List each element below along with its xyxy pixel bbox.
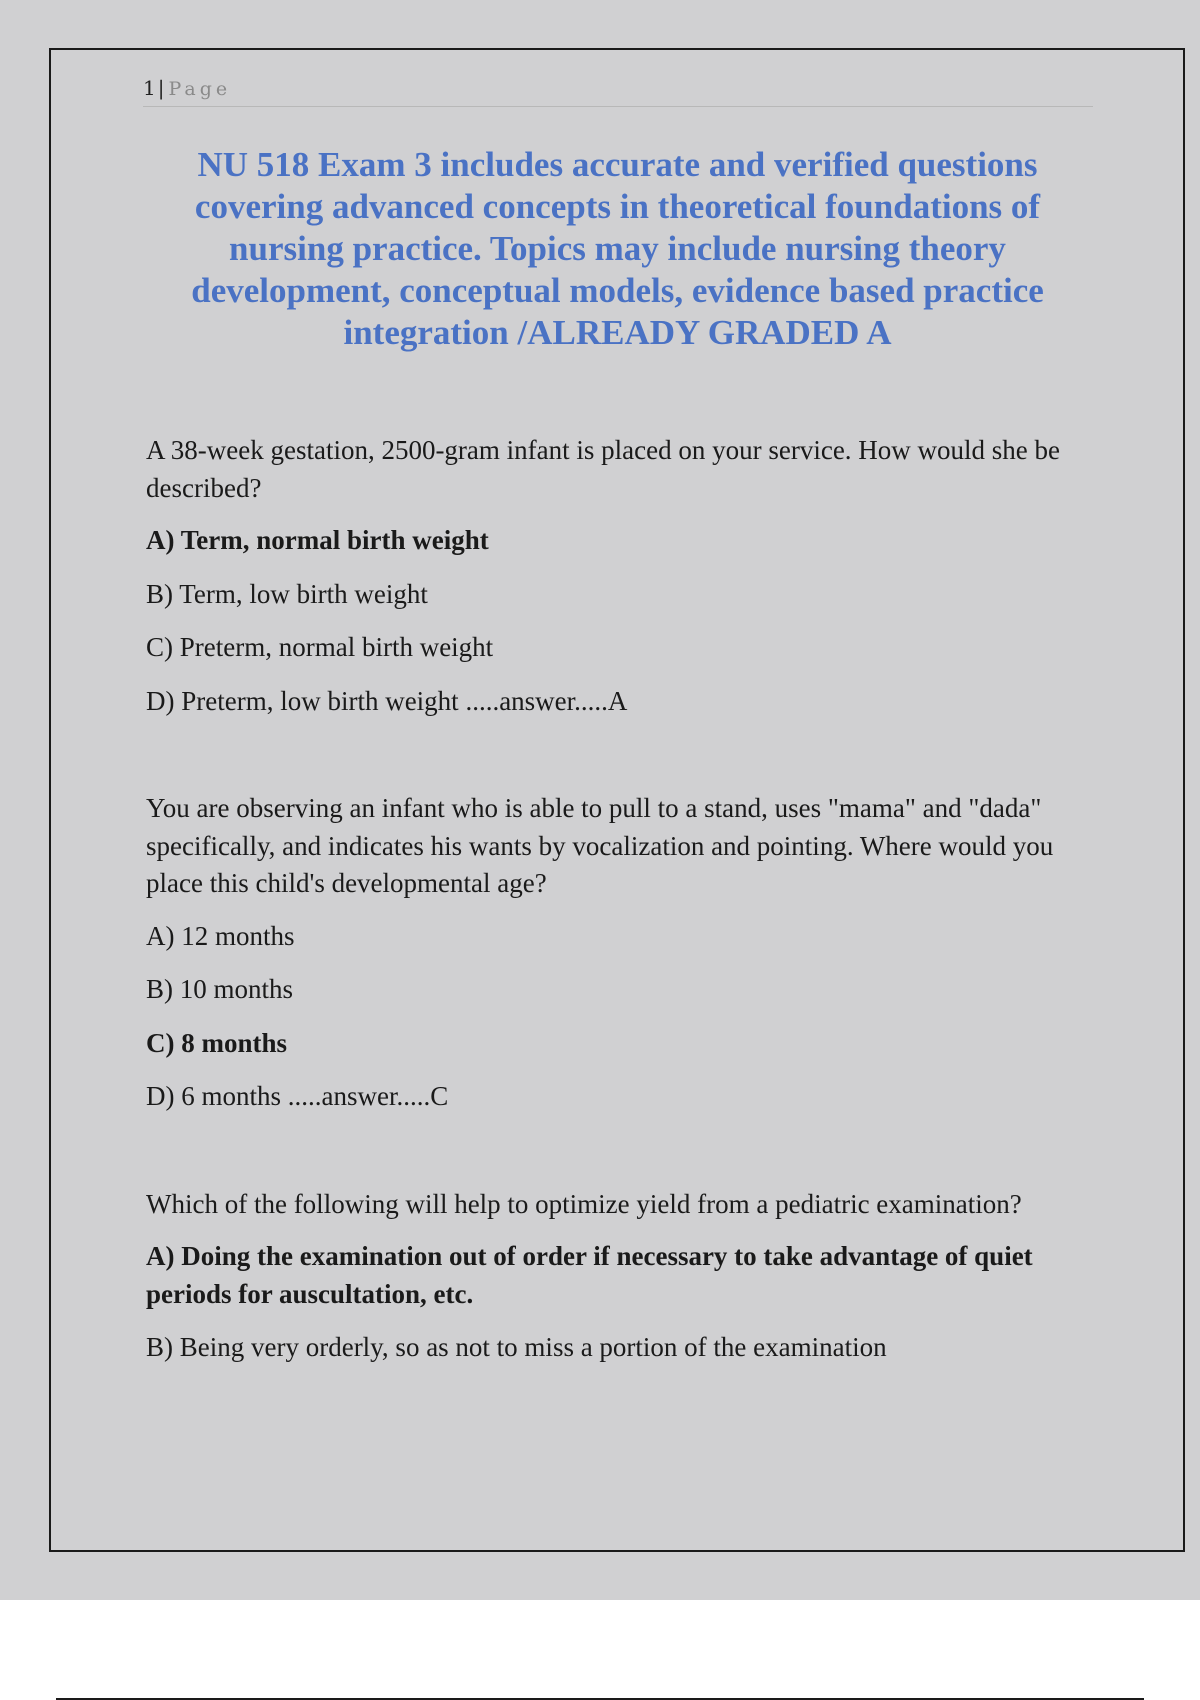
page-header [143, 72, 1093, 107]
answer-option-correct: A) Term, normal birth weight [146, 525, 489, 555]
answer-option: B) 10 months [146, 974, 294, 1004]
answer-option: B) Term, low birth weight [146, 578, 428, 609]
page-separator: | [157, 76, 165, 100]
question-text: Which of the following will help to optimize yield from a pediatric examination? [146, 1188, 1022, 1219]
page-number: 1 [143, 76, 156, 100]
question-text: A 38-week gestation, 2500-gram infant is placed on your service. How would she be described? [146, 435, 1061, 503]
page-number-label [143, 76, 231, 101]
answer-option: C) Preterm, normal birth weight [146, 632, 494, 662]
page-word: Page [168, 78, 232, 100]
question-block [146, 790, 1096, 1116]
answer-option: D) 6 months .....answer.....C [146, 1081, 449, 1111]
answer-option: B) Being very orderly, so as not to miss a portion of the examination [146, 1332, 887, 1362]
question-list [146, 432, 1096, 1383]
document-title: NU 518 Exam 3 includes accurate and verified questions covering advanced concepts in theoretical foundations of nursing practice. Topics may include nursing theory development, conceptual models, evidence based practice integration /ALREADY GRADED A [191, 145, 1044, 352]
question-block [146, 432, 1096, 720]
answer-option-correct: C) 8 months [146, 1027, 288, 1058]
question-block [146, 1186, 1096, 1367]
answer-option: A) 12 months [146, 920, 295, 951]
answer-option: D) Preterm, low birth weight .....answer.....A [146, 685, 628, 716]
question-text: You are observing an infant who is able to pull to a stand, uses "mama" and "dada" specifically, and indicates his wants by vocalization and pointing. Where would you place this child's developmental age? [146, 793, 1054, 898]
answer-option-correct: A) Doing the examination out of order if necessary to take advantage of quiet periods for auscultation, etc. [146, 1241, 1033, 1309]
